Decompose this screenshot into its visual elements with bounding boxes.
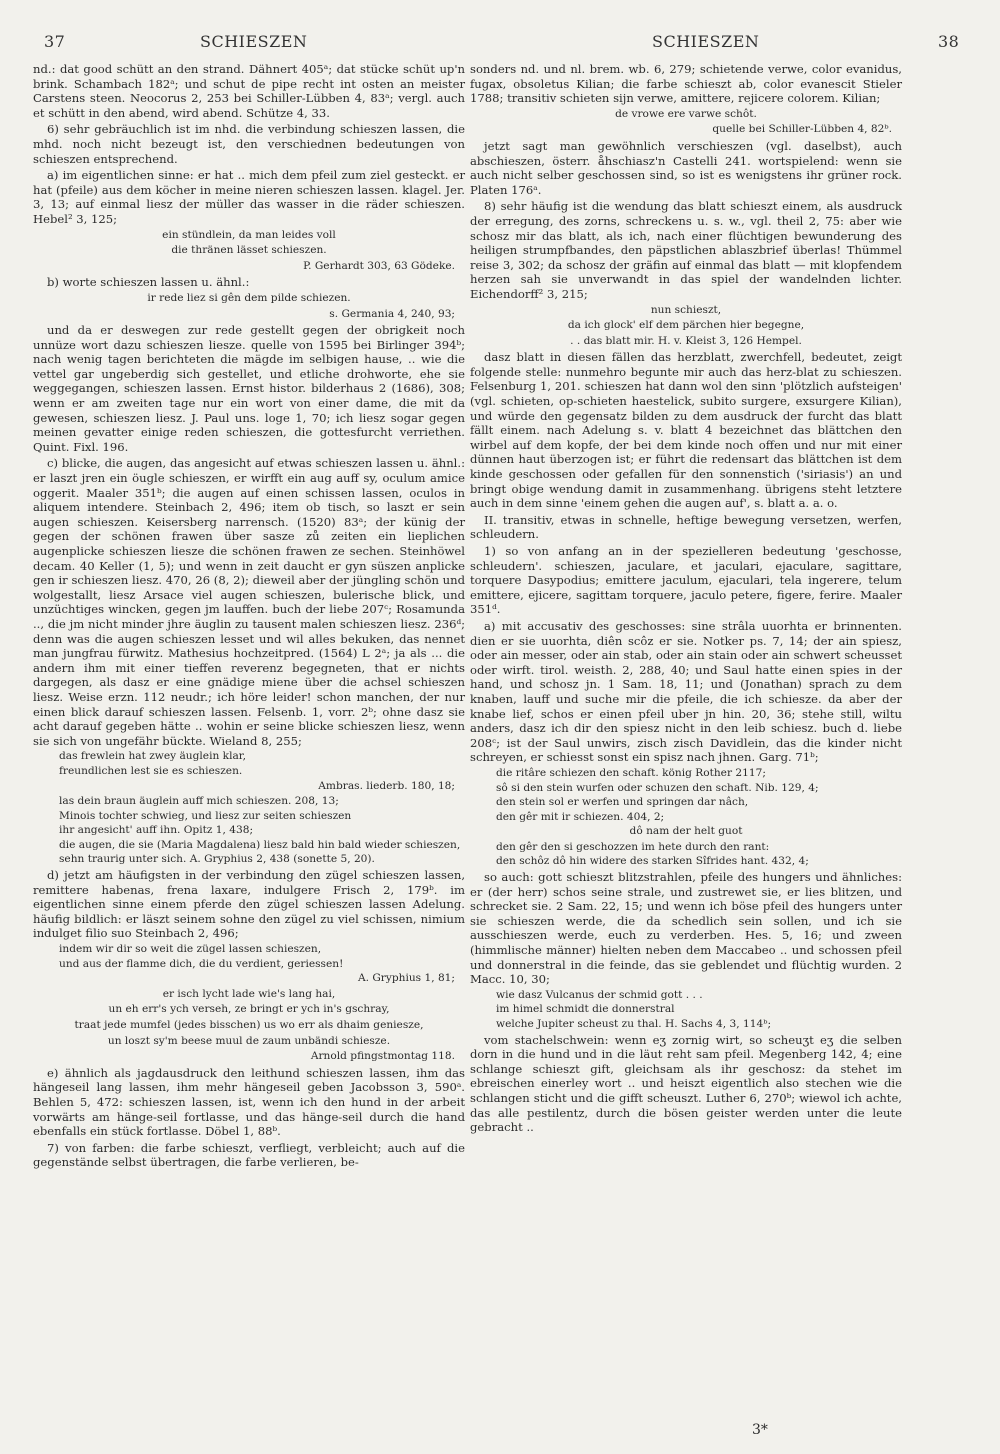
quotation-line: den schôz dô hin widere des starken Sîfrides hant. 432, 4; [496, 855, 809, 868]
page-number-right: 38 [938, 32, 960, 51]
quotation-line: Ambras. liederb. 180, 18; [318, 779, 455, 792]
quotation-line: den gêr mit ir schiezen. 404, 2; [496, 810, 665, 823]
quotation-line: de vrowe ere varwe schôt. [615, 107, 757, 120]
quotation-line: dô nam der helt guot [629, 825, 743, 838]
entry-paragraph: e) ähnlich als jagdausdruck den leithund schieszen lassen, ihm das hängeseil lang lassen, ihm mehr hängeseil geben Jacobsson 3, 590ᵃ. Behlen 5, 472: schieszen lassen, ist, wenn ich den hund in der arbeit vorwärts am hänge-seil fortlasse, und das hänge-seil durch die hand ebenfalls ein stück fortlasse. Döbel 1, 88ᵇ. [33, 1065, 465, 1139]
quotation-line: un loszt sy'm beese muul de zaum unbändi schiesze. [107, 1034, 391, 1047]
quotation-line: das frewlein hat zwey äuglein klar, [59, 750, 247, 763]
quotation-line: indem wir dir so weit die zügel lassen schieszen, [59, 943, 322, 956]
page-number-left: 37 [44, 32, 66, 51]
entry-paragraph: jetzt sagt man gewöhnlich verschieszen (vgl. daselbst), auch abschieszen, österr. åhschiasz'n Castelli 241. wortspielend: wenn sie auch nicht selber geschossen sind, so ist es wenigstens ihr grüner rock. Platen 176ᵃ. [470, 138, 902, 197]
entry-paragraph: 1) so von anfang an in der spezielleren bedeutung 'geschosse, schleudern'. schieszen, jaculare, et jaculari, ejaculare, sagittare, torquere Dasypodius; emittere jaculum, ejaculari, tela ingerere, telum emittere, ejicere, sagittam torquere, jaculo petere, figere, ferire. Maaler 351ᵈ. [470, 544, 902, 617]
entry-paragraph: a) im eigentlichen sinne: er hat .. mich dem pfeil zum ziel gesteckt. er hat (pfeile) aus dem köcher in meine nieren schieszen lassen. klagel. Jer. 3, 13; auf einmal liesz der müller das wasser in die räder schieszen. Hebel² 3, 125; [33, 168, 465, 226]
quotation-line: un eh err's ych verseh, ze bringt er ych in's gschray, [108, 1003, 390, 1016]
entry-paragraph: 6) sehr gebräuchlich ist im nhd. die verbindung schieszen lassen, die mhd. noch nicht bezeugt ist, den verschiednen bedeutungen von schieszen entsprechend. [33, 122, 465, 166]
entry-paragraph: b) worte schieszen lassen u. ähnl.: [47, 275, 250, 290]
quotation-line: ein stündlein, da man leides voll [162, 228, 336, 241]
quotation-line: wie dasz Vulcanus der schmid gott . . . [496, 988, 703, 1001]
quotation-line: den stein sol er werfen und springen dar nâch, [496, 796, 749, 809]
quotation-line: . . das blatt mir. H. v. Kleist 3, 126 Hempel. [570, 334, 802, 347]
entry-paragraph: vom stachelschwein: wenn eʒ zornig wirt, so scheuʒt eʒ die selben dorn in die hund und in die läut reht sam pfeil. Megenberg 142, 4; eine schlange schieszt gift, gleichsam als ihr geschosz: da stehet im ebreischen einerley wort .. und heiszt eigentlich also stechen wie die schlangen sticht und die gifft scheuszt. Luther 6, 270ᵇ; wiewol ich achte, das alle pestilentz, durch die bösen geister werden unter die leute gebracht .. [470, 1032, 902, 1135]
entry-paragraph: nd.: dat good schütt an den strand. Dähnert 405ᵃ; dat stücke schüt up'n brink. Schambach 182ᵃ; und schut de pipe recht int osten an meister Carstens steen. Neocorus 2, 253 bei Schiller-Lübben 4, 83ᵃ; vergl. auch et schütt in den abend, wird abend. Schütze 4, 33. [33, 62, 465, 120]
quotation-line: ihr angesicht' auff ihn. Opitz 1, 438; [59, 824, 254, 837]
entry-paragraph: 8) sehr häufig ist die wendung das blatt schieszt einem, als ausdruck der erregung, des zorns, schreckens u. s. w., vgl. theil 2, 75: aber wie schosz mir das blatt, als ich, nach einer flüchtigen bewunderung des heiligen strumpfbandes, den päpstlichen ablaszbrief überlas! Thümmel reise 3, 302; da schosz der gräfin auf einmal das blatt — mit klopfendem herzen sah sie unverwandt in das spiel der wandelnden lichter. Eichendorff² 3, 215; [470, 199, 902, 301]
quotation-line: Arnold pfingstmontag 118. [310, 1050, 455, 1063]
quotation-line: ir rede liez si gên dem pilde schiezen. [147, 291, 351, 304]
quotation-line: die thränen lässet schieszen. [171, 244, 327, 257]
quotation-line: sô si den stein wurfen oder schuzen den schaft. Nib. 129, 4; [496, 781, 819, 794]
quotation-line: traat jede mumfel (jedes bisschen) us wo err als dhaim geniesze, [74, 1019, 424, 1031]
entry-paragraph: und da er deswegen zur rede gestellt gegen der obrigkeit noch unnüze wort dazu schieszen liesze. quelle von 1595 bei Birlinger 394ᵇ; nach wenig tagen berichteten die mägde im selbigen hause, .. wie die vettel gar ungeberdig sich gestellet, und etliche drohworte, ehe sie weggegangen, schieszen lassen. Ernst histor. bilderhaus 2 (1686), 308; wenn er am zweiten tage nur ein wort von einer dame, die mit da gewesen, schieszen liesz. J. Paul uns. loge 1, 70; ich liesz sogar gegen meinen gevatter einige reden schieszen, die gottesfurcht verriethen. Quint. Fixl. 196. [33, 323, 465, 454]
entry-paragraph: d) jetzt am häufigsten in der verbindung den zügel schieszen lassen, remittere habenas, frena laxare, indulgere Frisch 2, 179ᵇ. im eigentlichen sinne einem pferde den zügel schieszen lassen Adelung. häufig bildlich: er läszt seinem sohne den zügel zu viel schissen, nimium indulget filio suo Steinbach 2, 496; [33, 868, 465, 941]
right-column [470, 62, 902, 1137]
quotation-line: P. Gerhardt 303, 63 Gödeke. [303, 259, 455, 272]
quotation-line: nun schieszt, [650, 303, 722, 316]
running-title-right: SCHIESZEN [652, 32, 760, 51]
quotation-line: die ritâre schiezen den schaft. könig Rother 2117; [496, 766, 766, 779]
quotation-line: im himel schmidt die donnerstral [496, 1003, 675, 1016]
entry-paragraph: II. transitiv, etwas in schnelle, heftige bewegung versetzen, werfen, schleudern. [470, 512, 902, 542]
quotation-line: die augen, die sie (Maria Magdalena) liesz bald hin bald wieder schieszen, [59, 838, 461, 851]
page-header [0, 32, 1000, 56]
quotation-line: A. Gryphius 1, 81; [357, 972, 455, 985]
quotation-line: quelle bei Schiller-Lübben 4, 82ᵇ. [712, 123, 892, 136]
entry-paragraph: sonders nd. und nl. brem. wb. 6, 279; schietende verwe, color evanidus, fugax, obsoletus Kilian; die farbe schieszt ab, color evanescit Stieler 1788; transitiv schieten sijn verwe, amittere, rejicere colorem. Kilian; [470, 62, 902, 106]
quotation-line: freundlichen lest sie es schieszen. [59, 764, 243, 777]
entry-paragraph: dasz blatt in diesen fällen das herzblatt, zwerchfell, bedeutet, zeigt folgende stelle: nunmehro begunte mir auch das herz-blat zu schieszen. Felsenburg 1, 201. schieszen hat dann wol den sinn 'plötzlich aufsteigen' (vgl. schieten, op-schieten haestelick, subito surgere, exsurgere Kilian), und würde den gegensatz bilden zu dem ausdruck der furcht das blatt fällt einem. nach Adelung s. v. blatt 4 bezeichnet das blättchen den wirbel auf dem kopfe, der bei dem kinde noch offen und nur mit einer dünnen haut überzogen ist; er führt die redensart das blättchen ist dem kinde geschossen oder gefallen für den sonnenstich ('siriasis') an und bringt obige wendung damit in zusammenhang. übrigens steht letztere auch in dem sinne 'einem gehen die augen auf', s. blatt a. a. o. [470, 350, 902, 511]
entry-paragraph: so auch: gott schieszt blitzstrahlen, pfeile des hungers und ähnliches: er (der herr) schos seine strale, und zustrewet sie, er lies blitzen, und schrecket sie. 2 Sam. 22, 15; und wenn ich böse pfeil des hungers unter sie schieszen werde, die da schedlich sein sollen, und ich sie ausschieszen werde, euch zu verderben. Hes. 5, 16; und zween (himmlische männer) hielten neben dem Maccabeo .. und schossen pfeil und donnerstral in die feinde, das sie geblendet und flüchtig wurden. 2 Macc. 10, 30; [470, 870, 902, 987]
entry-paragraph: c) blicke, die augen, das angesicht auf etwas schieszen lassen u. ähnl.: er laszt jren ein öugle schieszen, er wirfft ein aug auff sy, oculum amice oggerit. Maaler 351ᵇ; die augen auf einen schissen lassen, oculos in aliquem intendere. Steinbach 2, 496; item ob tisch, so laszt er sein augen schieszen. Keisersberg narrensch. (1520) 83ᵃ; der künig der gegen der schönen frawen über sasze zů zeiten ein lieplichen augenplicke schieszen liesze die schönen frawen ze sechen. Steinhöwel decam. 40 Keller (1, 5); und wenn in zeit daucht er gyn süszen anplicke gen ir schieszen liesz. 470, 26 (8, 2); dieweil aber der jüngling schön und wolgestallt, liesz Arsace viel augen schieszen, bulerische blick, und unzüchtiges wincken, gegen jm lauffen. buch der liebe 207ᶜ; Rosamunda .., die jm nicht minder jhre äuglin zu tausent malen schieszen liesz. 236ᵈ; denn was die augen schieszen lesset und wil alles bekuken, das nennet man jungfrau fürwitz. Mathesius hochzeitpred. (1564) L 2ᵃ; ja als ... die andern ihm mit einer tieffen reverenz begegneten, that er nichts dargegen, als dasz er eine gnädige miene über die achsel schieszen liesz. Weise erzn. 112 neudr.; ich höre leider! schon manchen, der nur einen blick darauf schieszen lassen. Felsenb. 1, vorr. 2ᵇ; ohne dasz sie acht darauf gegeben hätte .. wohin er seine blicke schieszen liesz, wenn sie sich von ungefähr bückte. Wieland 8, 255; [33, 456, 465, 748]
quotation-line: las dein braun äuglein auff mich schieszen. 208, 13; [59, 795, 339, 808]
left-column [33, 62, 465, 1172]
quotation-line: Minois tochter schwieg, und liesz zur seiten schieszen [59, 809, 352, 822]
quotation-line: s. Germania 4, 240, 93; [329, 307, 455, 320]
entry-paragraph: 7) von farben: die farbe schieszt, verfliegt, verbleicht; auch auf die gegenstände selbst übertragen, die farbe verlieren, be- [33, 1140, 465, 1170]
quotation-line: da ich glock' elf dem pärchen hier begegne, [567, 319, 805, 332]
quotation-line: den gêr den si geschozzen im hete durch den rant: [496, 840, 770, 853]
quotation-line: er isch lycht lade wie's lang hai, [162, 987, 336, 1000]
signature-mark: 3* [752, 1422, 768, 1438]
quotation-line: und aus der flamme dich, die du verdient, geriessen! [59, 957, 344, 970]
running-title-left: SCHIESZEN [200, 32, 308, 51]
quotation-line: welche Jupiter scheust zu thal. H. Sachs 4, 3, 114ᵇ; [496, 1018, 772, 1030]
entry-paragraph: a) mit accusativ des geschosses: sine strâla uuorhta er brinnenten. dien er sie uuorhta, diên scôz er sie. Notker ps. 7, 14; der ain spiesz, oder ain messer, oder ain stab, oder ain stain oder ain schwert scheusset oder wirft. tirol. weisth. 2, 288, 40; und Saul hatte einen spies in der hand, und schosz jn. 1 Sam. 18, 11; und (Jonathan) sprach zu dem knaben, lauff und suche mir die pfeile, die ich schiesze. da aber der knabe lief, schos er einen pfeil uber jn hin. 20, 36; stehe still, wiltu anders, dasz ich dir den spiesz nicht in den leib schiesz. buch d. liebe 208ᶜ; ist der Saul unwirs, zisch zisch Davidlein, das die kinder nicht schreyen, er schiesst sonst ein spisz nach jhnen. Garg. 71ᵇ; [470, 618, 902, 765]
quotation-line: sehn traurig unter sich. A. Gryphius 2, 438 (sonette 5, 20). [59, 853, 375, 866]
